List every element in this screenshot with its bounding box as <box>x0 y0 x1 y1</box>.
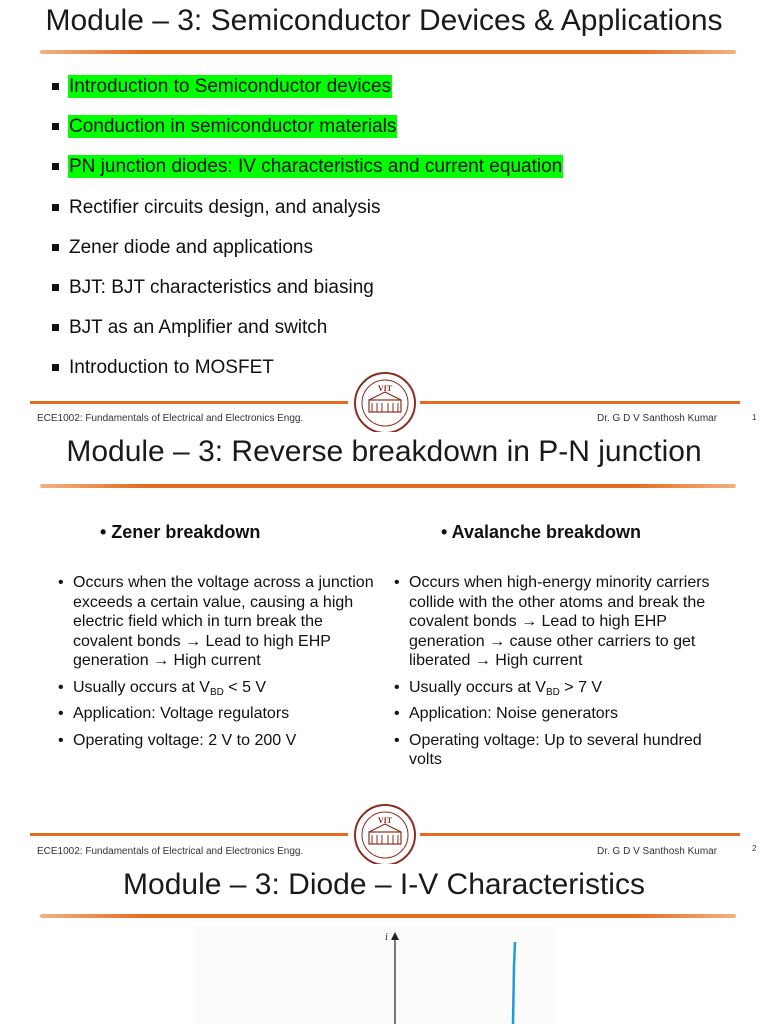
square-bullet-icon <box>52 83 59 90</box>
topic-text: Zener diode and applications <box>69 236 314 258</box>
topic-text: Introduction to MOSFET <box>69 357 274 379</box>
vit-seal-icon <box>352 802 418 868</box>
square-bullet-icon <box>52 284 59 291</box>
slide-title: Module – 3: Semiconductor Devices & Applications <box>45 4 723 37</box>
footer-rule-right <box>420 833 740 836</box>
zener-heading: • Zener breakdown <box>100 522 261 542</box>
list-item <box>50 355 563 395</box>
list-item: • Usually occurs at $V_{BD} < 5$ V <box>58 678 376 698</box>
avalanche-heading: • Avalanche breakdown <box>441 522 642 542</box>
square-bullet-icon <box>52 244 59 251</box>
title-underline <box>40 484 736 488</box>
list-item: • Usually occurs at $V_{BD} > 7$ V <box>394 678 716 698</box>
topic-text: Rectifier circuits design, and analysis <box>69 196 381 218</box>
square-bullet-icon <box>52 163 59 170</box>
square-bullet-icon <box>52 364 59 371</box>
list-item: • Occurs when high-energy minority carriers collide with the other atoms and break the covalent bonds → Lead to high EHP generation → cause other carriers to get liberated → High current <box>394 573 716 671</box>
topic-text: Conduction in semiconductor materials <box>69 116 397 138</box>
slide-3 <box>0 864 768 1024</box>
slide-title: Module – 3: Reverse breakdown in P-N junction <box>66 435 702 468</box>
page-number: 1 <box>752 413 757 422</box>
chart-background <box>195 926 555 1024</box>
topic-text: BJT: BJT characteristics and biasing <box>69 276 374 298</box>
list-item: • Application: Noise generators <box>394 704 716 724</box>
list-item <box>50 74 563 114</box>
iv-characteristic-chart <box>195 926 555 1024</box>
axis-label-i: i <box>385 932 388 943</box>
avalanche-points <box>394 573 716 777</box>
list-item <box>50 275 563 315</box>
list-item <box>50 315 563 355</box>
slide-2 <box>0 432 768 864</box>
list-item: • Occurs when the voltage across a junction exceeds a certain value, causing a high electric field which in turn break the covalent bonds → Lead to high EHP generation → High current <box>58 573 376 671</box>
footer-course: ECE1002: Fundamentals of Electrical and Electronics Engg. <box>37 846 304 857</box>
topic-text: BJT as an Amplifier and switch <box>69 317 328 339</box>
seal-text: VIT <box>377 816 393 825</box>
page-number: 2 <box>752 844 757 853</box>
slide-title: Module – 3: Diode – I-V Characteristics <box>123 868 645 901</box>
topic-text: Introduction to Semiconductor devices <box>69 76 392 97</box>
list-item: • Operating voltage: Up to several hundred volts <box>394 731 716 770</box>
square-bullet-icon <box>52 324 59 331</box>
list-item: • Operating voltage: 2 V to 200 V <box>58 731 376 751</box>
list-item <box>50 195 563 235</box>
footer-rule-right <box>420 401 740 404</box>
square-bullet-icon <box>52 123 59 130</box>
topic-text: PN junction diodes: IV characteristics and current equation <box>69 156 563 178</box>
list-item <box>50 154 563 194</box>
list-item <box>50 235 563 275</box>
vit-seal-icon <box>352 370 418 436</box>
footer-author: Dr. G D V Santhosh Kumar <box>597 413 718 424</box>
footer-author: Dr. G D V Santhosh Kumar <box>597 846 718 857</box>
title-underline <box>40 50 736 54</box>
title-underline <box>40 914 736 918</box>
footer-rule-left <box>30 401 348 404</box>
list-item <box>50 114 563 154</box>
slide-1 <box>0 0 768 432</box>
topic-list <box>50 74 563 396</box>
footer-rule-left <box>30 833 348 836</box>
zener-points <box>58 573 376 757</box>
footer-course: ECE1002: Fundamentals of Electrical and Electronics Engg. <box>37 413 304 424</box>
square-bullet-icon <box>52 204 59 211</box>
list-item: • Application: Voltage regulators <box>58 704 376 724</box>
seal-text: VIT <box>377 384 393 393</box>
